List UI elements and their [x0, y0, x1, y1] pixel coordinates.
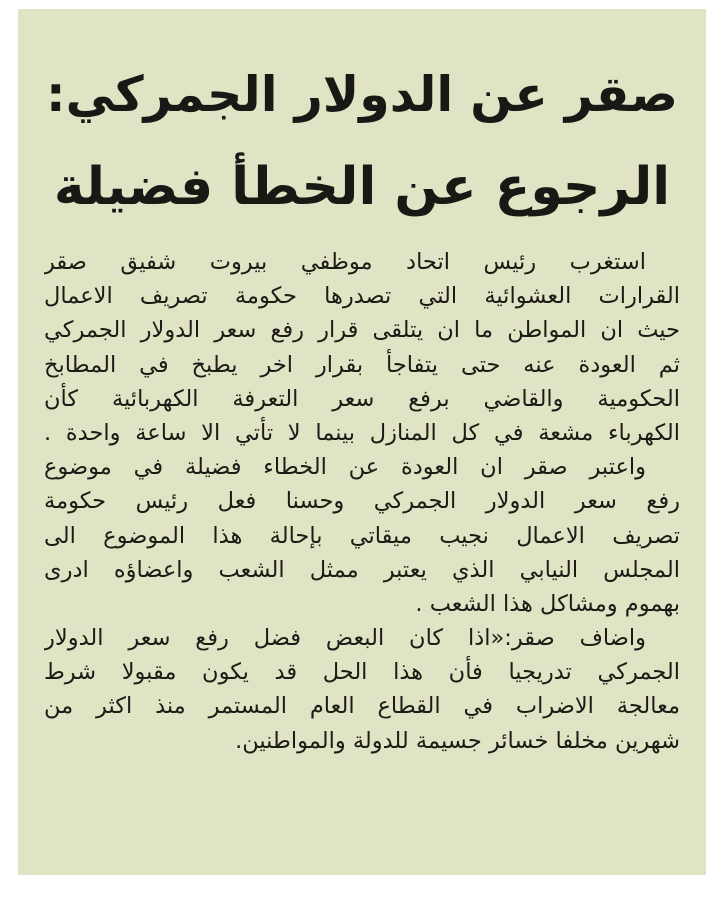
body-line: الحكومية والقاضي برفع سعر التعرفة الكهربائية كأن: [44, 385, 680, 412]
body-line: الجمركي تدريجيا فأن هذا الحل قد يكون مقبولا شرط: [44, 659, 680, 686]
newspaper-clipping: [18, 9, 706, 875]
body-line: ثم العودة عنه حتى يتفاجأ بقرار اخر يطبخ في المطابخ: [44, 351, 680, 378]
body-line: معالجة الاضراب في القطاع العام المستمر منذ اكثر من: [44, 693, 680, 720]
body-line: شهرين مخلفا خسائر جسيمة للدولة والمواطنين.: [235, 727, 680, 754]
body-line: واعتبر صقر ان العودة عن الخطاء فضيلة في موضوع: [44, 454, 646, 481]
body-line: حيث ان المواطن ما ان يتلقى قرار رفع سعر الدولار الجمركي: [44, 317, 680, 344]
body-line: المجلس النيابي الذي يعتبر ممثل الشعب واعضاؤه ادرى: [44, 556, 680, 583]
article-body: [44, 245, 680, 758]
body-line: رفع سعر الدولار الجمركي وحسنا فعل رئيس حكومة: [44, 488, 680, 515]
headline-line-1: صقر عن الدولار الجمركي:: [46, 66, 678, 123]
body-line: واضاف صقر:«اذا كان البعض فضل رفع سعر الدولار: [44, 625, 646, 652]
body-line: الكهرباء مشعة في كل المنازل بينما لا تأتي الا ساعة واحدة .: [44, 419, 680, 446]
body-line: تصريف الاعمال نجيب ميقاتي بإحالة هذا الموضوع الى: [44, 522, 680, 549]
body-line: القرارات العشوائية التي تصدرها حكومة تصريف الاعمال: [44, 283, 680, 310]
body-line: استغرب رئيس اتحاد موظفي بيروت شفيق صقر: [44, 249, 646, 275]
headline-line-2: الرجوع عن الخطأ فضيلة: [53, 157, 671, 217]
body-line: بهموم ومشاكل هذا الشعب .: [415, 590, 680, 617]
